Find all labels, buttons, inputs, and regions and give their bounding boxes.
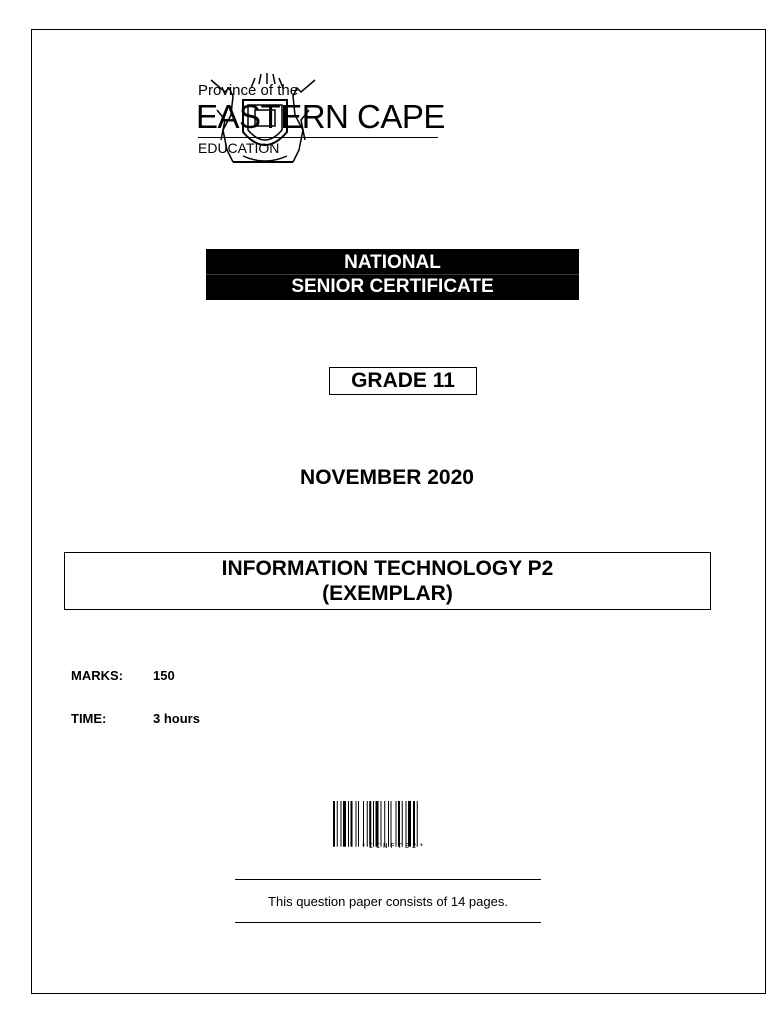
barcode-text: *IINFTE2* xyxy=(361,842,427,850)
logo-eastern-cape-text: EASTERN CAPE xyxy=(196,98,445,135)
certificate-line1: NATIONAL xyxy=(344,252,441,273)
exam-date xyxy=(0,466,770,490)
exam-date-text: NOVEMBER 2020 xyxy=(300,466,474,489)
logo-divider xyxy=(198,137,438,138)
page-count-note: This question paper consists of 14 pages. xyxy=(268,894,508,909)
marks-label: MARKS: xyxy=(71,668,123,683)
footer-bottom-rule xyxy=(235,922,541,923)
logo-education-text: EDUCATION xyxy=(198,140,280,156)
certificate-line2: SENIOR CERTIFICATE xyxy=(291,276,494,297)
subject-title: INFORMATION TECHNOLOGY P2 xyxy=(221,557,554,580)
time-value: 3 hours xyxy=(153,711,200,726)
time-label: TIME: xyxy=(71,711,107,726)
marks-value: 150 xyxy=(153,668,175,683)
grade-box: GRADE 11 xyxy=(329,367,477,395)
subject-box xyxy=(64,552,711,610)
subject-subtitle: (EXEMPLAR) xyxy=(322,582,453,605)
certificate-divider xyxy=(206,274,579,275)
logo-province-text: Province of the xyxy=(198,82,299,99)
footer-top-rule xyxy=(235,879,541,880)
certificate-banner xyxy=(206,249,579,300)
